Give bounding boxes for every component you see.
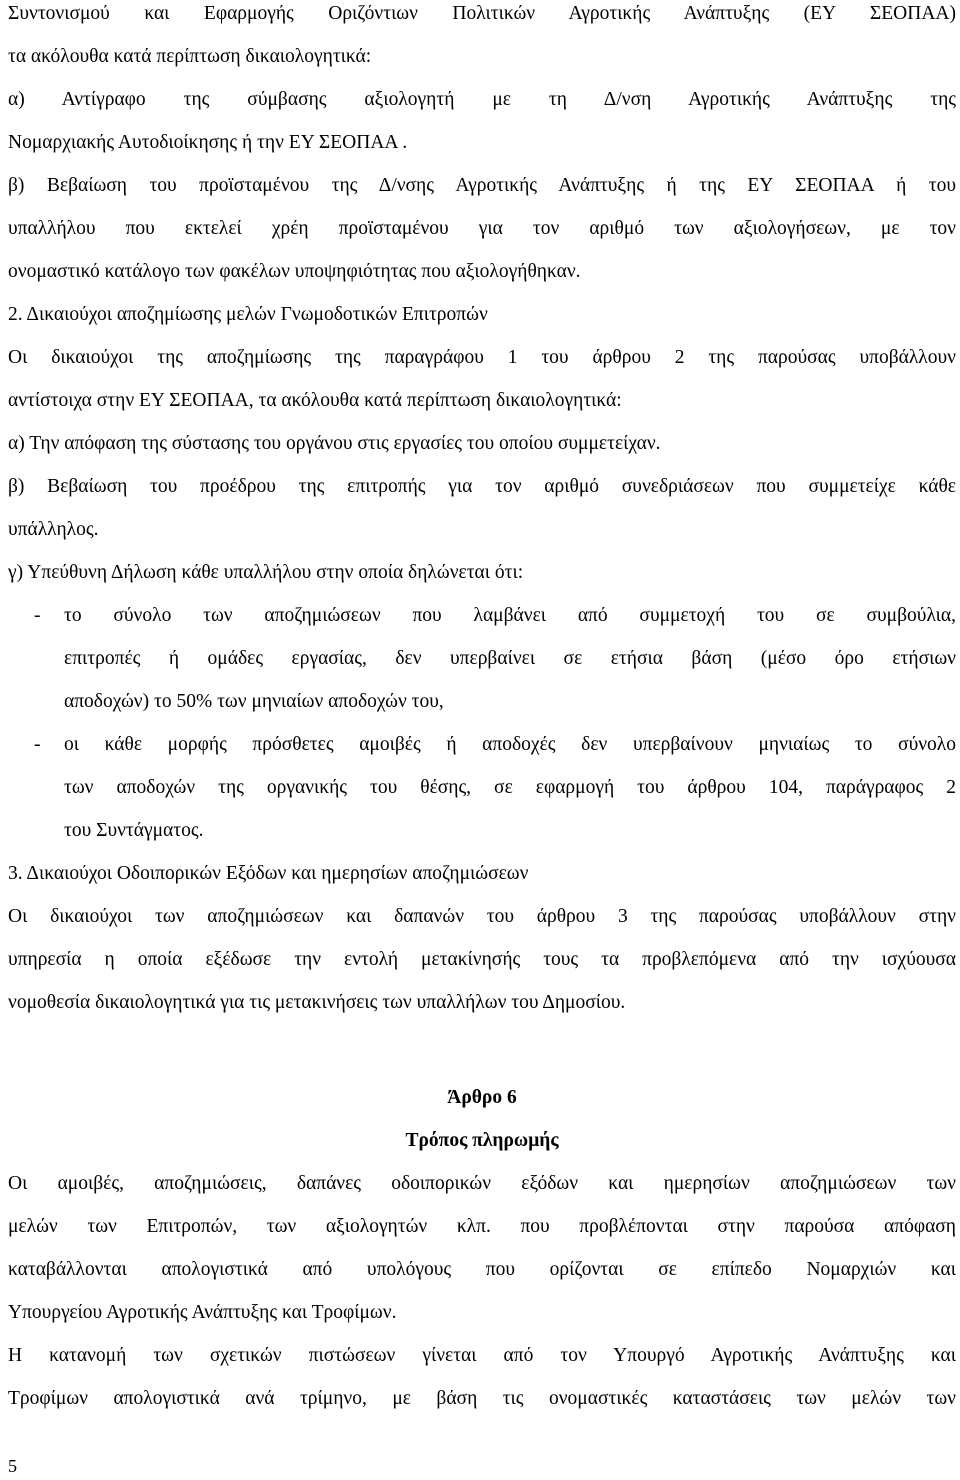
paragraph-line: υπηρεσία η οποία εξέδωσε την εντολή μετακίνησής τους τα προβλεπόμενα από την ισχύουσα <box>8 949 956 970</box>
paragraph-line: Η κατανομή των σχετικών πιστώσεων γίνεται από τον Υπουργό Αγροτικής Ανάπτυξης και <box>8 1345 956 1366</box>
article-title: Άρθρο 6 <box>447 1087 517 1108</box>
bullet-line: των αποδοχών της οργανικής του θέσης, σε εφαρμογή του άρθρου 104, παράγραφος 2 <box>64 777 956 798</box>
bullet-line: του Συντάγματος. <box>64 820 204 841</box>
article-subtitle: Τρόπος πληρωμής <box>405 1130 559 1151</box>
paragraph-line: υπάλληλος. <box>8 519 99 540</box>
section-heading: 2. Δικαιούχοι αποζημίωσης μελών Γνωμοδοτικών Επιτροπών <box>8 304 488 325</box>
paragraph-line: α) Την απόφαση της σύστασης του οργάνου στις εργασίες του οποίου συμμετείχαν. <box>8 433 661 454</box>
bullet-line: επιτροπές ή ομάδες εργασίας, δεν υπερβαίνει σε ετήσια βάση (μέσο όρο ετήσιων <box>64 648 956 669</box>
paragraph-line: Υπουργείου Αγροτικής Ανάπτυξης και Τροφίμων. <box>8 1302 397 1323</box>
paragraph-line: α) Αντίγραφο της σύμβασης αξιολογητή με τη Δ/νση Αγροτικής Ανάπτυξης της <box>8 89 956 110</box>
paragraph-line: γ) Υπεύθυνη Δήλωση κάθε υπαλλήλου στην οποία δηλώνεται ότι: <box>8 562 524 583</box>
paragraph-line: β) Βεβαίωση του προέδρου της επιτροπής για τον αριθμό συνεδριάσεων που συμμετείχε κάθε <box>8 476 956 497</box>
paragraph-line: β) Βεβαίωση του προϊσταμένου της Δ/νσης Αγροτικής Ανάπτυξης ή της ΕΥ ΣΕΟΠΑΑ ή του <box>8 175 956 196</box>
paragraph-line: Οι αμοιβές, αποζημιώσεις, δαπάνες οδοιπορικών εξόδων και ημερησίων αποζημιώσεων των <box>8 1173 956 1194</box>
paragraph-line: Συντονισμού και Εφαρμογής Οριζόντιων Πολιτικών Αγροτικής Ανάπτυξης (ΕΥ ΣΕΟΠΑΑ) <box>8 3 956 24</box>
paragraph-line: τα ακόλουθα κατά περίπτωση δικαιολογητικά: <box>8 46 372 67</box>
paragraph-line: καταβάλλονται απολογιστικά από υπολόγους που ορίζονται σε επίπεδο Νομαρχιών και <box>8 1259 956 1280</box>
page-number: 5 <box>8 1456 17 1476</box>
paragraph-line: αντίστοιχα στην ΕΥ ΣΕΟΠΑΑ, τα ακόλουθα κατά περίπτωση δικαιολογητικά: <box>8 390 622 411</box>
paragraph-line: Νομαρχιακής Αυτοδιοίκησης ή την ΕΥ ΣΕΟΠΑΑ . <box>8 132 408 153</box>
paragraph-line: υπαλλήλου που εκτελεί χρέη προϊσταμένου για τον αριθμό των αξιολογήσεων, με τον <box>8 218 956 239</box>
bullet-dash: - <box>34 605 41 626</box>
paragraph-line: Οι δικαιούχοι της αποζημίωσης της παραγράφου 1 του άρθρου 2 της παρούσας υποβάλλουν <box>8 347 956 368</box>
paragraph-line: μελών των Επιτροπών, των αξιολογητών κλπ. που προβλέπονται στην παρούσα απόφαση <box>8 1216 956 1237</box>
bullet-line: οι κάθε μορφής πρόσθετες αμοιβές ή αποδοχές δεν υπερβαίνουν μηνιαίως το σύνολο <box>64 734 956 755</box>
section-heading: 3. Δικαιούχοι Οδοιπορικών Εξόδων και ημερησίων αποζημιώσεων <box>8 863 529 884</box>
paragraph-line: Τροφίμων απολογιστικά ανά τρίμηνο, με βάση τις ονομαστικές καταστάσεις των μελών των <box>8 1388 956 1409</box>
bullet-dash: - <box>34 734 41 755</box>
paragraph-line: νομοθεσία δικαιολογητικά για τις μετακινήσεις των υπαλλήλων του Δημοσίου. <box>8 992 626 1013</box>
bullet-line: το σύνολο των αποζημιώσεων που λαμβάνει από συμμετοχή του σε συμβούλια, <box>64 605 956 626</box>
paragraph-line: ονομαστικό κατάλογο των φακέλων υποψηφιότητας που αξιολογήθηκαν. <box>8 261 581 282</box>
paragraph-line: Οι δικαιούχοι των αποζημιώσεων και δαπανών του άρθρου 3 της παρούσας υποβάλλουν στην <box>8 906 956 927</box>
bullet-line: αποδοχών) το 50% των μηνιαίων αποδοχών του, <box>64 691 444 712</box>
